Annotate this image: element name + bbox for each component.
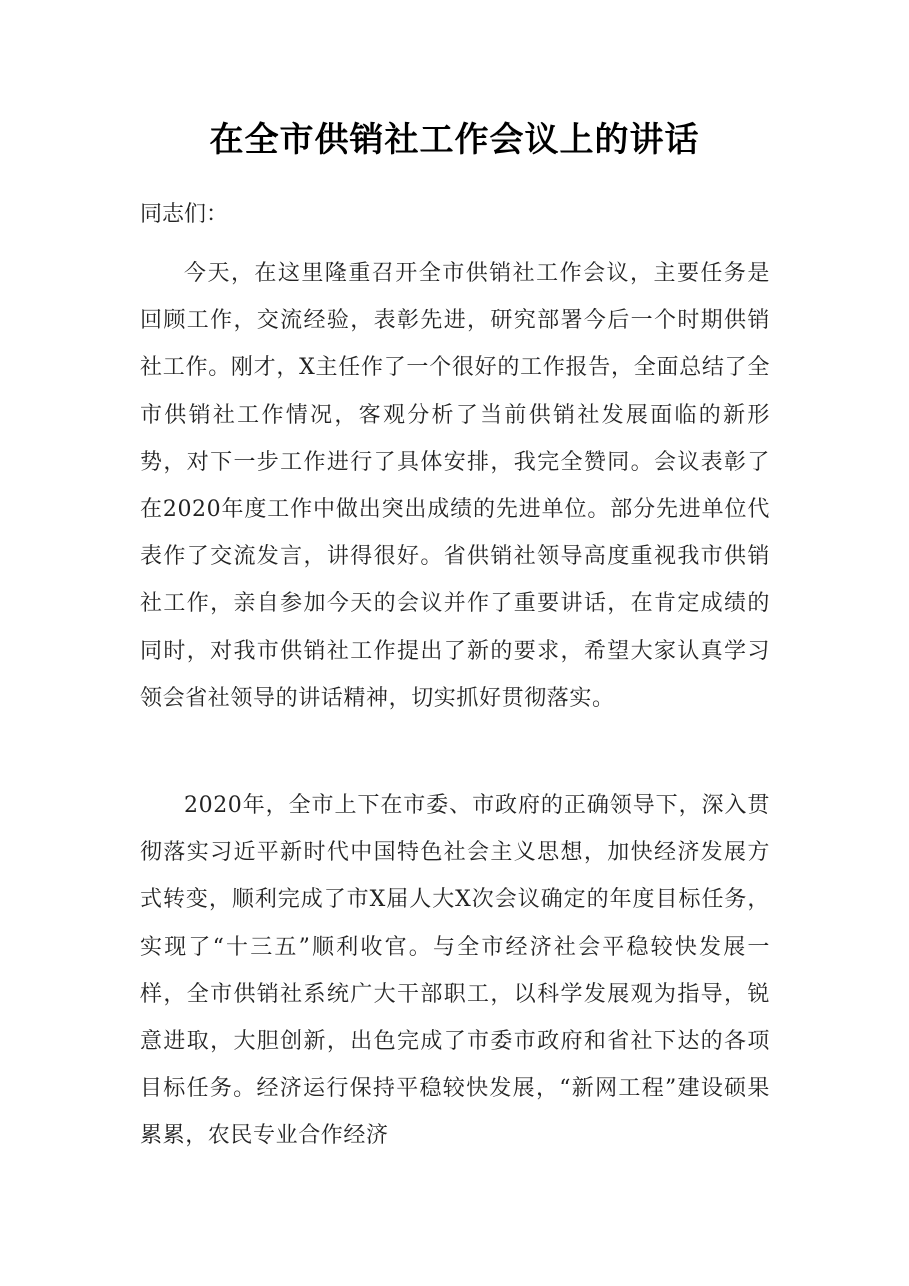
document-title: 在全市供销社工作会议上的讲话 [209, 120, 700, 160]
paragraph-2: 2020年，全市上下在市委、市政府的正确领导下，深入贯彻落实习近平新时代中国特色社会主义思想，加快经济发展方式转变，顺利完成了市X届人大X次会议确定的年度目标任务，实现了“十三五”顺利收官。与全市经济社会平稳较快发展一样，全市供销社系统广大干部职工，以科学发展观为指导，锐意进取，大胆创新，出色完成了市委市政府和省社下达的各项目标任务。经济运行保持平稳较快发展，“新网工程”建设硕果累累，农民专业合作经济 [140, 793, 770, 1149]
paragraph-1: 今天，在这里隆重召开全市供销社工作会议，主要任务是回顾工作，交流经验，表彰先进，研究部署今后一个时期供销社工作。刚才，X主任作了一个很好的工作报告，全面总结了全市供销社工作情况，客观分析了当前供销社发展面临的新形势，对下一步工作进行了具体安排，我完全赞同。会议表彰了在2020年度工作中做出突出成绩的先进单位。部分先进单位代表作了交流发言，讲得很好。省供销社领导高度重视我市供销社工作，亲自参加今天的会议并作了重要讲话，在肯定成绩的同时，对我市供销社工作提出了新的要求，希望大家认真学习领会省社领导的讲话精神，切实抓好贯彻落实。 [140, 261, 770, 711]
salutation: 同志们： [140, 202, 229, 227]
